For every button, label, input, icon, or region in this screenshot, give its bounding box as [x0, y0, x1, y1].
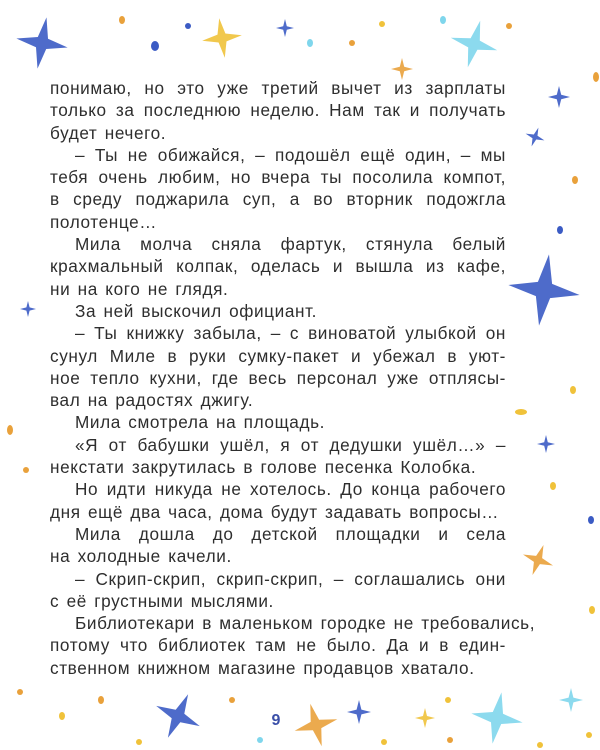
- star-icon: [295, 704, 338, 747]
- text-line: дня ещё два часа, дома будут задавать вопросы…: [50, 501, 500, 522]
- dot-icon: [307, 39, 313, 47]
- dot-icon: [98, 696, 104, 704]
- dot-icon: [349, 40, 355, 46]
- paragraph: [50, 300, 506, 322]
- star-icon: [526, 128, 545, 147]
- paragraph: [50, 233, 506, 300]
- star-icon: [548, 86, 570, 108]
- dot-icon: [440, 16, 446, 24]
- paragraph: [50, 144, 506, 233]
- dot-icon: [59, 712, 65, 720]
- text-line: – Ты не обижайся, – подошёл ещё один, – мы: [75, 144, 506, 165]
- dot-icon: [136, 739, 142, 745]
- text-line: будет нечего.: [50, 122, 167, 143]
- dot-icon: [550, 482, 556, 490]
- dot-icon: [381, 739, 387, 745]
- text-line: вал на радостях джигу.: [50, 390, 254, 411]
- text-line: с её грустными мыслями.: [50, 590, 274, 611]
- dot-icon: [23, 467, 29, 473]
- text-line: крахмальный колпак, оделась и вышла из кафе,: [50, 256, 506, 277]
- star-icon: [559, 688, 583, 712]
- page-text: [50, 77, 536, 679]
- text-line: «Я от бабушки ушёл, я от дедушки ушёл…» –: [75, 434, 506, 455]
- dot-icon: [515, 409, 527, 415]
- text-line: только за последнюю неделю. Нам так и получать: [50, 100, 506, 121]
- dot-icon: [589, 606, 595, 614]
- text-line: – Скрип-скрип, скрип-скрип, – соглашались они: [75, 568, 506, 589]
- page-number: 9: [271, 712, 281, 729]
- text-line: Но идти никуда не хотелось. До конца рабочего: [75, 479, 506, 500]
- star-icon: [415, 708, 435, 728]
- text-line: Библиотекари в маленьком городке не требовались,: [75, 613, 536, 634]
- text-line: полотенце…: [50, 211, 158, 232]
- dot-icon: [593, 72, 599, 82]
- text-line: – Ты книжку забыла, – с виноватой улыбкой он: [75, 323, 506, 344]
- dot-icon: [229, 697, 235, 703]
- star-icon: [156, 694, 200, 738]
- star-icon: [202, 18, 242, 58]
- text-line: некстати закрутилась в голове песенка Колобка.: [50, 457, 477, 478]
- dot-icon: [445, 697, 451, 703]
- star-icon: [508, 254, 579, 325]
- text-line: Мила смотрела на площадь.: [75, 412, 326, 433]
- dot-icon: [17, 689, 23, 695]
- paragraph: [50, 612, 536, 679]
- dot-icon: [572, 176, 578, 184]
- dot-icon: [447, 737, 453, 743]
- paragraph: [50, 478, 506, 523]
- paragraph: [50, 568, 506, 613]
- paragraph: [50, 434, 506, 479]
- star-icon: [471, 692, 522, 743]
- dot-icon: [185, 23, 191, 29]
- text-line: ни на кого не глядя.: [50, 278, 229, 299]
- dot-icon: [586, 732, 592, 738]
- text-line: потому что библиотек там не было. Да и в един-: [50, 635, 506, 656]
- star-icon: [20, 301, 36, 317]
- dot-icon: [588, 516, 594, 524]
- text-line: ное тепло кухни, где весь персонал уже отплясы-: [50, 367, 506, 388]
- star-icon: [16, 17, 67, 68]
- dot-icon: [557, 226, 563, 234]
- text-line: тебя очень любим, но вчера ты посолила компот,: [50, 167, 506, 188]
- dot-icon: [506, 23, 512, 29]
- paragraph: [50, 77, 506, 144]
- dot-icon: [151, 41, 159, 51]
- text-line: Мила дошла до детской площадки и села: [75, 523, 506, 544]
- star-icon: [276, 19, 294, 37]
- text-line: ственном книжном магазине продавцов хватало.: [50, 657, 475, 678]
- text-line: Мила молча сняла фартук, стянула белый: [75, 234, 506, 255]
- dot-icon: [379, 21, 385, 27]
- paragraph: [50, 523, 506, 568]
- dot-icon: [570, 386, 576, 394]
- text-line: сунул Миле в руки сумку-пакет и убежал в уют-: [50, 345, 506, 366]
- dot-icon: [7, 425, 13, 435]
- star-icon: [537, 435, 555, 453]
- star-icon: [347, 700, 371, 724]
- star-icon: [451, 21, 497, 67]
- text-line: на холодные качели.: [50, 546, 232, 567]
- star-icon: [523, 545, 553, 575]
- dot-icon: [537, 742, 543, 748]
- dot-icon: [257, 737, 263, 743]
- paragraph: [50, 322, 506, 411]
- dot-icon: [119, 16, 125, 24]
- text-line: понимаю, но это уже третий вычет из зарплаты: [50, 78, 506, 98]
- text-line: За ней выскочил официант.: [75, 300, 318, 321]
- text-line: в среду поджарила суп, а во вторник подожгла: [50, 189, 506, 210]
- paragraph: [50, 411, 506, 433]
